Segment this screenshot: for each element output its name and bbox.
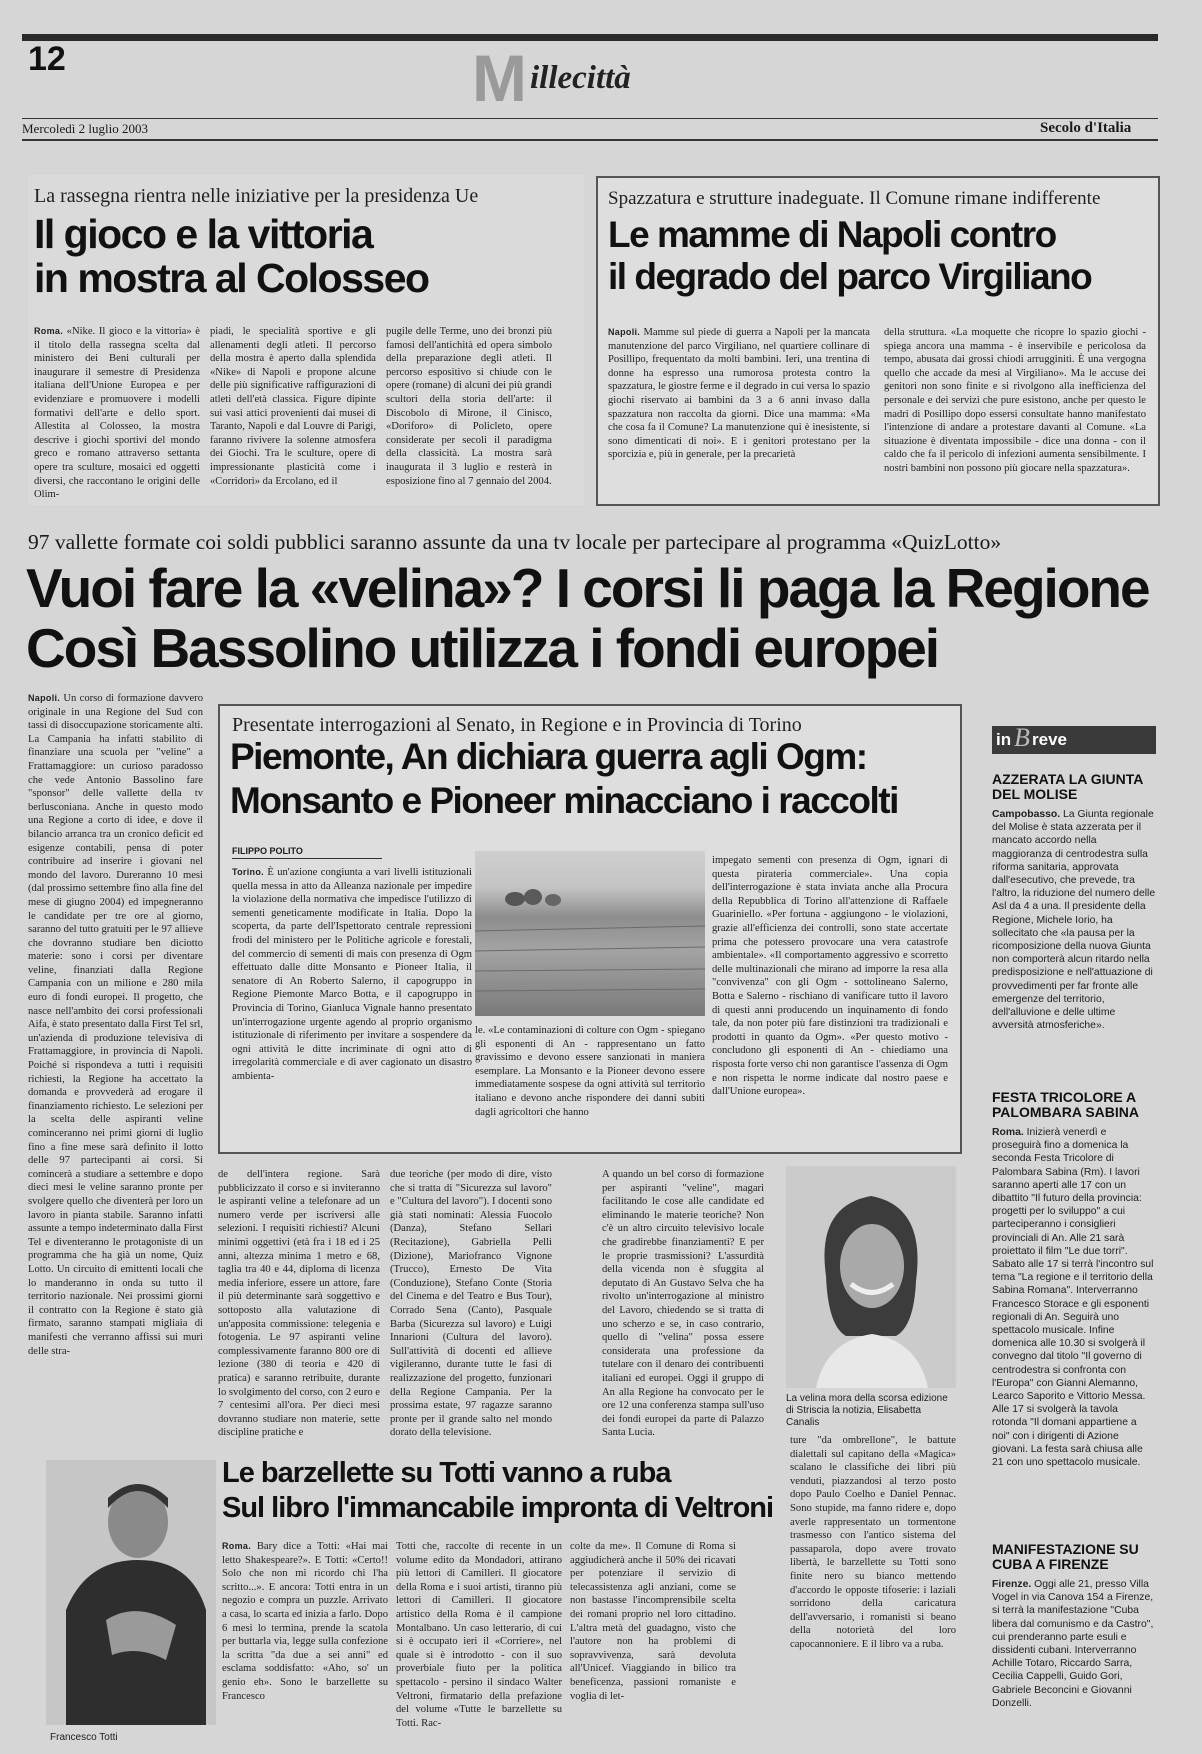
dateline-city: Napoli. (28, 693, 61, 703)
article-piemonte-ogm (218, 704, 962, 1154)
paper-name: Secolo d'Italia (1040, 120, 1132, 136)
lead-column-2: de dell'intera regione. Sarà pubblicizzato il corso e si inviteranno le aspiranti veline a telefonare ad un numero verde per iscriversi alle selezioni. I requisiti richiesti? Alcuni minimi oggettivi (età fra i 18 ed i 25 anni, altezza minima 1 metro e 68, taglia tra 40 e 44, diploma di licenza media inferiore, essere un attore, fare il più determinante sarà soggettivo e sottoposto alla valutazione di un'apposita commissione: telegenia e fotogenia. Le 97 aspiranti veline complessivamente faranno 800 ore di lezione (380 di teoria e 420 di pratica) e saranno retribuite, durante lo svolgimento del corso, con 2 euro e 7 centesimi all'ora. Per dieci mesi dovranno studiare non materie, sette discipline pratiche e (218, 1169, 380, 1439)
portrait-image (46, 1460, 216, 1725)
lead-headline-1: Vuoi fare la «velina»? I corsi li paga la Regione (26, 557, 1149, 619)
dateline-city: Roma. (34, 326, 64, 336)
brief-item (992, 772, 1156, 1050)
article-colosseo (28, 175, 584, 505)
dateline-city: Roma. (992, 1127, 1024, 1138)
article-column-3: pugile delle Terme, uno dei bronzi più famosi dell'antichità ed opera simbolo della preparazione degli atleti. Il percorso espositivo si chiude con le opere (romane) di alcuni dei più grandi scultori della storia dell'arte: il Discobolo di Mirone, il Cinisco, «Doriforo» di Policleto, opere considerate per secoli il paradigma della classicità. La mostra sarà inaugurata il 3 luglio e resterà in esposizione fino al 7 gennaio del 2004. (386, 326, 552, 487)
brief-text: Oggi alle 21, presso Villa Vogel in via Canova 154 a Firenze, si terrà la manifestazione "Cuba libera dal comunismo e da Castro", cui prenderanno parte esuli e dissidenti cubani. Interverranno Achille Totaro, Riccardo Sarra, Cecilia Cappelli, Guido Gori, Gabriele Beconcini e Giovanni Donzelli. (992, 1579, 1154, 1709)
velina-photo (786, 1166, 956, 1388)
article-column-3: impegato sementi con presenza di Ogm, ignari di questa pirateria commerciale». Una copia dell'interrogazione è stata inviata anche alla Procura della Repubblica di Torino all'attenzione di Raffaele Guariniello. «Per fortuna - aggiungono - le violazioni, grazie all'efficienza dei controlli, sono state accertate prima che potessero provocare una vera catastrofe ambientale». «Il comportamento aggressivo e scorretto delle multinazionali che mirano ad imporre la resa alla "convivenza" con gli Ogm - sottolineano Salerno, Botta e Salerno - rischiano di vanificare tutto il lavoro di questi anni producendo un inquinamento di fondo tale, da non poter più fare distinzioni tra tradizionali e prodotti in quanto da Ogm». «Per questo motivo - concludono gli esponenti di An - chiediamo una risposta forte verso chi non garantisce l'assenza di Ogm e non rispetta le norme indicate dal nostro paese e dall'Unione europea». (712, 855, 948, 1098)
dateline-city: Roma. (222, 1541, 252, 1551)
brief-text-block (992, 1578, 1156, 1728)
article-headline-2: in mostra al Colosseo (34, 255, 429, 301)
in-breve-rest: reve (1032, 730, 1067, 749)
brief-text-block (992, 808, 1156, 1050)
article-headline-2: Monsanto e Pioneer minacciano i raccolti (230, 780, 898, 821)
article-kicker: Presentate interrogazioni al Senato, in Regione e in Provincia di Torino (232, 714, 802, 736)
brief-title: FESTA TRICOLORE A PALOMBARA SABINA (992, 1089, 1139, 1120)
totti-column-3: colte da me». Il Comune di Roma si aggiudicherà anche il 50% dei ricavati per potenziare il servizio di telecassistenza agli anziani, come se non bastasse l'incomprensibile scelta dei romani proprio nel loro cittadino. L'altra metà del guadagno, visto che l'autore non ha problemi di sopravvivenza, sarà devoluta all'Unicef. Viaggiando in bilico tra beneficenza, passioni romaniste e voglia di let- (570, 1541, 736, 1702)
in-breve-prefix: in (996, 730, 1012, 749)
lead-column-4: A quando un bel corso di formazione per aspiranti "veline", magari facilitando le cose alle candidate ed eliminando le materie teoriche? Non c'è un altro circuito televisivo locale che gradirebbe finanziamenti? E per le proprie trasmissioni? L'assurdità della vicenda non è sfuggita al deputato di An Gustavo Selva che ha rivolto un'interrogazione al ministro del Lavoro, chiedendo se si tratta di uno scherzo e se, in caso contrario, quello di "velina" possa essere considerata una professione da tutelare con il denaro dei contribuenti italiani ed europei. Oggi il gruppo di An alla Regione ha convocato per le ore 12 una conferenza stampa sull'uso dei fondi europei da parte di Palazzo Santa Lucia. (602, 1169, 764, 1439)
column-text: «Nike. Il gioco e la vittoria» è il titolo della rassegna scelta dal ministero dei Beni culturali per inaugurare il semestre di Presidenza italiana dell'Unione Europea e per evidenziare e promuovere i modelli formativi dell'arte e dello sport. Allestita al Colosseo, la mostra descrive i giochi sportivi del mondo greco e romano attraverso settanta opere tra sculture, mosaici ed oggetti diversi, che raccontano le origini delle Olim- (34, 326, 200, 501)
masthead-rule-top (22, 118, 1158, 119)
lead-column-3: due teoriche (per modo di dire, visto che si tratta di "Sicurezza sul lavoro" e "Cultura del lavoro"). I docenti sono già stati nominati: Alessia Fuocolo (Danza), Stefano Sellari (Recitazione), Gabriella Pelli (Dizione), Mariofranco Vignone (Trucco), Ernesto De Vita (Conduzione), Stefano Conte (Storia del Cinema e del Teatro e Bus Tour), Corrado Sena (Canto), Pasquale Barba (Sicurezza sul lavoro) e Luigi Innarioni (Cultura del lavoro). Sull'attività di docenti ed allieve vigileranno, durante tutte le fasi di realizzazione del progetto, funzionari della Regione Campania. Per la prossima estate, 97 ragazze saranno pronte per il grande salto nel mondo dorato della televisione. (390, 1169, 552, 1439)
in-breve-initial: B (1014, 723, 1030, 752)
brief-text: Inizierà venerdì e proseguirà fino a domenica la seconda Festa Tricolore di Palombara Sabina (Rm). I lavori saranno aperti alle 17 con un dibattito "Il futuro della provincia: progetti per lo sviluppo" a cui parteciperanno i consiglieri provinciali di An. Alle 21 sarà proiettato il film "Le due torri". Sabato alle 17 si terrà l'incontro sul tema "La regione e il territorio della Sabina Romana". Interverranno Francesco Storace e gli esponenti regionali di An. Seguirà uno spettacolo musicale. Infine domenica alle 10.30 si svolgerà il convegno dal titolo "Il governo di centrodestra si confronta con l'Europa" con Gianni Alemanno, Learco Saporito e Vittorio Messa. Alle 17 si svolgerà la tavola rotonda "Il domani appartiene a noi" con i dirigenti di Azione giovani. La festa sarà chiusa alle 21 con uno spettacolo musicale. (992, 1127, 1154, 1469)
totti-column-1 (222, 1540, 388, 1742)
article-kicker: Spazzatura e strutture inadeguate. Il Comune rimane indifferente (608, 188, 1101, 209)
dateline-city: Napoli. (608, 327, 641, 337)
article-column-1 (232, 866, 472, 1142)
column-text: Un corso di formazione davvero originale in una Regione del Sud con tassi di disoccupazione storicamente alti. La Campania ha infatti stabilito di finanziare una scuola per "veline" a Frattamaggiore: un curioso paradosso che vede Antonio Bassolino fare "sponsor" delle vallette della tv berlusconiana. Anche in questo modo una Regione a corto di idee, e dove il bilancio arranca tra un cronico deficit ed esigenze contabili, pensa di poter contribuire ad inserire i giovani nel mondo del lavoro. Dureranno 10 mesi (dal prossimo settembre fino alla fine del mese di giugno 2004) ed impegneranno le candidate per tre ore al giorno, saranno del tutto gratuiti per le 97 allieve che dovranno studiare ben diciotto materie: sono i corsi per diventare veline, finanziati dalla Regione Campania con un milione e 280 mila euro di fondi europei. Il progetto, che nasce nell'ambito dei corsi professionali Aifa, è stato presentato dalla First Tel srl, un'azienda di produzione televisiva di Frattamaggiore, in provincia di Napoli. Poiché si rispondeva a tutti i requisiti richiesti, la Regione ha accettato la domanda e provvederà ad erogare il finanziamento richiesto. Le selezioni per la scelta delle aspiranti veline cominceranno nei primi giorni di luglio fino a fine mese sarà definito il lotto delle 97 partecipanti ai corsi. Si comincerà a studiare a settembre e dopo dieci mesi le veline saranno pronte per svolgere quello che diventerà per loro un lavoro in pianta stabile. Saranno infatti assunte a tempo indeterminato dalla First Tel e diventeranno le protagoniste di un programma che ha già un nome, Quiz Lotto. Un circuito di emittenti locali che lo manderanno in onda su tutto il territorio nazionale. Nei prossimi giorni il contratto con la Regione è stato già firmato, saranno stampati migliaia di manifesti che verranno affissi sui muri delle stra- (28, 693, 203, 1357)
column-text: Bary dice a Totti: «Hai mai letto Shakespeare?». E Totti: «Certo!! Solo che non mi ricordo chi l'ha scritto...». E ancora: Totti entra in un negozio e compra un puzzle. Arrivato a casa, lo scarta ed inizia a farlo. Dopo 6 mesi lo termina, prende la scatola per buttarla via, legge sulla confezione la scritta "da due a sei anni" ed esclama soddisfatto: «Aho, so' un genio eh». Sono le barzellette su Francesco (222, 1541, 388, 1702)
article-headline-1: Piemonte, An dichiara guerra agli Ogm: (230, 736, 867, 777)
totti-column-4: ture "da ombrellone", le battute dialettali sul capitano della «Magica» scalano le classifiche dei libri più venduti, piazzandosi al terzo posto dopo Paulo Coelho e Daniel Pennac. Sono stupide, ma fanno ridere e, dopo averle rappresentato un tormentone trasmesso con l'antico sistema del passaparola, dopo avere trovato libertà, le barzellette su Totti sono finite nero su bianco mettendo d'accordo le opposte tifoserie: i laziali sorridono della caricatura dell'avversario, i romanisti si beano della notorietà del loro capocannoniere. E il libro va a ruba. (790, 1435, 956, 1650)
article-headline-1: Le mamme di Napoli contro (608, 214, 1056, 255)
article-column-1 (608, 326, 870, 496)
masthead-rule-bottom (22, 139, 1158, 141)
cornfield-photo (475, 851, 705, 1016)
brief-text: La Giunta regionale del Molise è stata azzerata per il mancato accordo nella maggioranza di centrodestra sulla riforma sanitaria, approvata dall'esecutivo, che prevede, tra l'altro, la riduzione del numero delle Asl da 4 a una. Il presidente della Regione, Michele Iorio, ha sollecitato che «la pausa per la ricomposizione della nuova Giunta non comporterà alcun ritardo nella predisposizione e nell'attuazione di provvedimenti per far fronte alle emergenze del territorio, dell'alluvione e delle ultime avversità atmosferiche». (992, 809, 1156, 1032)
section-logo (472, 41, 742, 115)
page-number: 12 (28, 40, 66, 78)
article-headline-2: il degrado del parco Virgiliano (608, 256, 1092, 297)
article-column-1 (34, 325, 200, 501)
brief-title: AZZERATA LA GIUNTA DEL MOLISE (992, 771, 1143, 802)
totti-caption: Francesco Totti (50, 1732, 118, 1743)
section-logo-text: illecittà (530, 60, 631, 96)
dateline-city: Campobasso. (992, 809, 1061, 820)
dateline-city: Torino. (232, 867, 264, 877)
column-text: Mamme sul piede di guerra a Napoli per la mancata manutenzione del parco Virgiliano, nel quartiere collinare di Posillipo, frequentato da molti bambini. Ieri, una trentina di donne ha espresso una rumorosa protesta contro la spazzatura, le giostre ferme e il degrado in cui versa lo spazio giochi riservato ai bambini da 3 a 6 anni invaso dalla spazzatura non raccolta da giorni. Dice una mamma: «Ma che cosa fa il Comune? La manutenzione qui è inesistente, si sono dimenticati di noi». E i genitori protestano per la sporcizia e, più in generale, per la precarietà (608, 327, 870, 461)
brief-item (992, 1090, 1156, 1532)
top-rule (22, 34, 1158, 41)
totti-column-2: Totti che, raccolte di recente in un volume edito da Mondadori, attirano più lettori di Camilleri. Il giocatore della Roma e i suoi artisti, tiranno più lettori di Camilleri. Il giocatore artistico della Roma è il campione Montalbano. Un caso letterario, di cui si è occupato ieri il «Corriere», nel quale si è introdotto - con il suo proverbiale fiuto per la politica spettacolo - persino il sindaco Walter Veltroni, firmatario della prefazione del volume «Tutte le barzellette su Totti. Rac- (396, 1541, 562, 1729)
cornfield-image (475, 851, 705, 1016)
lead-headline-2: Così Bassolino utilizza i fondi europei (26, 617, 939, 679)
article-column-2: piadi, le specialità sportive e gli allenamenti degli atleti. Il percorso della mostra è aperto dalla splendida «Nike» di Napoli e propone alcune delle più significative raffigurazioni di atleti dell'età classica. Figure dipinte sui vasi attici provenienti dai musei di Taranto, Napoli e dal Louvre di Parigi, faranno rivivere la solenne atmosfera dei Giochi. Tra le sculture, opere di impressionante plasticità come i «Corridori» da Ercolano, ed il (210, 326, 376, 487)
article-column-2: le. «Le contaminazioni di colture con Ogm - spiegano gli esponenti di An - rappresentano un fatto gravissimo e devono essere sanzionati in maniera esemplare. La Monsanto e la Pioneer devono essere immediatamente sospese da ogni attività sul territorio italiano e devono anche rispondere dei danni subiti dagli agricoltori che hanno (475, 1025, 705, 1118)
dateline-city: Firenze. (992, 1579, 1032, 1590)
article-headline-1: Il gioco e la vittoria (34, 211, 373, 257)
totti-headline-2: Sul libro l'immancabile impronta di Veltroni (222, 1492, 774, 1524)
column-text: È un'azione congiunta a vari livelli istituzionali quella messa in atto da Alleanza nazionale per impedire la violazione della normativa che impedisce l'utilizzo di sementi geneticamente modificate in Italia. Dopo la scoperta, da parte dell'Ispettorato centrale repressioni frodi del ministero per le Politiche agricole e forestali, del commercio di sementi di mais con presenza di Ogm effettuato dalle ditte Monsanto e Pioneer Italia, il senatore di An Roberto Salerno, il capogruppo in Regione Piemonte Marco Botta, e il capogruppo in Provincia di Torino, Gianluca Vignale hanno presentato un'interrogazione urgente agendo al proprio organismo istituzionale di riferimento per invitare a sospendere da ogni attività le ditte incriminate di ogni atto di irregolarità commerciale e di aver cagionato un disastro ambienta- (232, 867, 472, 1082)
article-parco-virgiliano (596, 176, 1160, 506)
byline: FILIPPO POLITO (232, 846, 382, 859)
issue-date: Mercoledì 2 luglio 2003 (22, 121, 149, 136)
brief-text-block (992, 1126, 1156, 1532)
lead-column-1 (28, 692, 203, 1424)
velina-caption: La velina mora della scorsa edizione di Striscia la notizia, Elisabetta Canalis (786, 1393, 948, 1428)
article-column-2: della struttura. «La moquette che ricopre lo spazio giochi - spiega ancora una mamma - è inservibile e pericolosa da tempo, abusata dai grossi chiodi arrugginiti. È una vergogna quello che accade da mesi al Virgiliano». Ma le accuse dei genitori non sono finite e si rivolgono alla inefficienza del personale e dei servizi che pure esistono, anche per questo le madri di Posillipo dopo essersi consultate hanno manifestato l'intenzione di andare a protestare davanti al Comune. «La situazione è diventata impossibile - dice una donna - con il caldo che fa il pericolo di infezioni aumenta sensibilmente. I nostri bambini non possono più giocare nella spazzatura». (884, 327, 1146, 474)
brief-item (992, 1542, 1156, 1728)
article-kicker: La rassegna rientra nelle iniziative per la presidenza Ue (34, 185, 479, 207)
portrait-image (786, 1166, 956, 1388)
totti-photo (46, 1460, 216, 1725)
totti-headline-1: Le barzellette su Totti vanno a ruba (222, 1457, 671, 1489)
in-breve-logo (992, 723, 1156, 754)
lead-kicker: 97 vallette formate coi soldi pubblici saranno assunte da una tv locale per partecipare al programma «QuizLotto» (28, 530, 1002, 554)
brief-title: MANIFESTAZIONE SU CUBA A FIRENZE (992, 1541, 1139, 1572)
section-logo-initial: M (472, 41, 527, 115)
